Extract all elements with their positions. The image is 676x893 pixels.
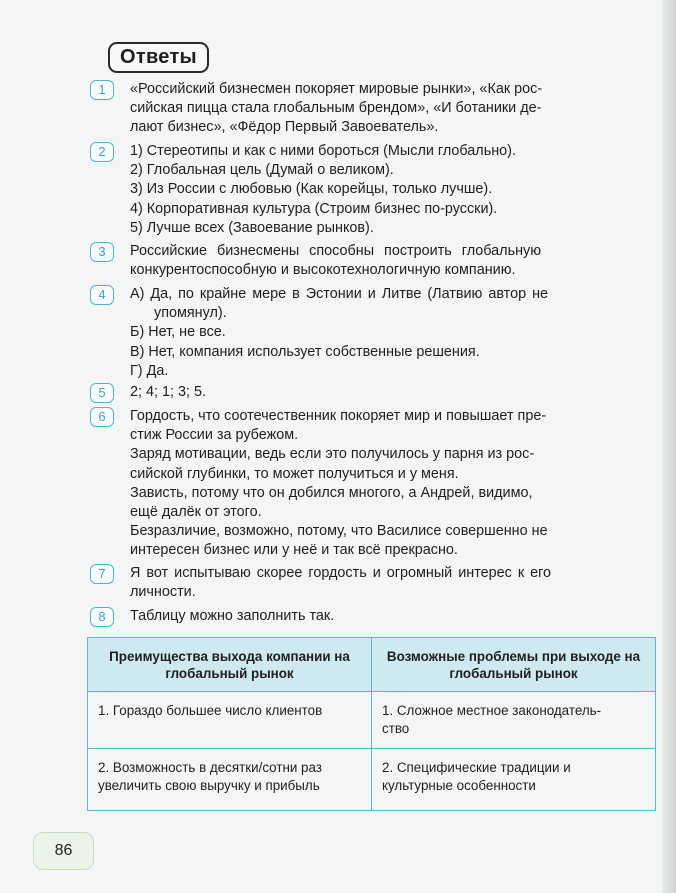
answer-line: сийская пицца стала глобальным брендом», «И ботаники де- bbox=[130, 100, 542, 117]
answer-number-badge: 5 bbox=[90, 383, 114, 403]
answer-line: 2; 4; 1; 3; 5. bbox=[130, 384, 207, 400]
answer-number-badge: 4 bbox=[90, 285, 114, 305]
answer-line: упомянул). bbox=[154, 305, 227, 322]
answer-line: ещё далёк от этого. bbox=[130, 504, 262, 521]
answer-line: Г) Да. bbox=[130, 362, 169, 379]
comparison-table bbox=[87, 637, 656, 811]
table-cell: 2. Специфические традиции и культурные особенности bbox=[372, 749, 656, 811]
answer-line: личности. bbox=[130, 584, 196, 601]
answer-4 bbox=[90, 285, 548, 381]
table-header: Преимущества выхода компании на глобальный рынок bbox=[88, 638, 372, 692]
answer-line: Заряд мотивации, ведь если это получилось у парня из рос- bbox=[130, 446, 535, 463]
answer-line: 3) Из России с любовью (Как корейцы, только лучше). bbox=[130, 181, 493, 198]
answer-number-badge: 2 bbox=[90, 142, 114, 162]
answer-line: Российские бизнесмены способны построить глобальную bbox=[130, 243, 542, 259]
table-cell: 2. Возможность в десятки/сотни раз увеличить свою выручку и прибыль bbox=[98, 760, 322, 793]
answer-line: Гордость, что соотечественник покоряет мир и повышает пре- bbox=[130, 408, 547, 424]
answer-number-badge: 3 bbox=[90, 242, 114, 262]
answer-2 bbox=[90, 142, 516, 238]
answer-8 bbox=[90, 607, 334, 626]
answer-line: Таблицу можно заполнить так. bbox=[130, 608, 335, 624]
answer-line: лают бизнес», «Фёдор Первый Завоеватель». bbox=[130, 119, 439, 136]
answer-line: 2) Глобальная цель (Думай о великом). bbox=[130, 162, 394, 179]
answer-line: Безразличие, возможно, потому, что Василисе совершенно не bbox=[130, 523, 548, 540]
table-header: Возможные проблемы при выходе на глобальный рынок bbox=[372, 638, 656, 692]
answer-line: интересен бизнес или у неё и так всё прекрасно. bbox=[130, 542, 458, 559]
answer-line: Б) Нет, не все. bbox=[130, 324, 226, 341]
section-title: Ответы bbox=[108, 42, 209, 73]
page-number: 86 bbox=[33, 832, 94, 870]
answer-3 bbox=[90, 242, 541, 280]
answer-number-badge: 7 bbox=[90, 564, 114, 584]
answer-6 bbox=[90, 407, 548, 561]
answer-line: стиж России за рубежом. bbox=[130, 427, 299, 444]
answer-line: сийской глубинки, то может получиться и у меня. bbox=[130, 465, 459, 482]
table-cell: 1. Сложное местное законодатель-ство bbox=[372, 692, 656, 749]
answer-line: 5) Лучше всех (Завоевание рынков). bbox=[130, 219, 374, 236]
answer-1 bbox=[90, 80, 542, 138]
page-edge bbox=[662, 0, 676, 893]
answer-number-badge: 8 bbox=[90, 607, 114, 627]
table-row bbox=[88, 749, 655, 811]
answer-line: 4) Корпоративная культура (Строим бизнес по-русски). bbox=[130, 200, 498, 217]
answer-line: Зависть, потому что он добился многого, а Андрей, видимо, bbox=[130, 484, 533, 501]
answer-line: В) Нет, компания использует собственные решения. bbox=[130, 343, 480, 360]
answer-line: А) Да, по крайне мере в Эстонии и Литве (Латвию автор не bbox=[130, 286, 549, 302]
table-row bbox=[88, 692, 655, 749]
answer-line: «Российский бизнесмен покоряет мировые рынки», «Как рос- bbox=[130, 81, 543, 97]
answer-line: конкурентоспособную и высокотехнологичную компанию. bbox=[130, 262, 516, 279]
answer-7 bbox=[90, 564, 551, 602]
answer-line: Я вот испытываю скорее гордость и огромный интерес к его bbox=[130, 565, 552, 581]
table-cell: 1. Гораздо большее число клиентов bbox=[88, 692, 372, 749]
answer-number-badge: 6 bbox=[90, 407, 114, 427]
answer-number-badge: 1 bbox=[90, 80, 114, 100]
answer-line: 1) Стереотипы и как с ними бороться (Мысли глобально). bbox=[130, 143, 516, 159]
answer-5 bbox=[90, 383, 206, 402]
